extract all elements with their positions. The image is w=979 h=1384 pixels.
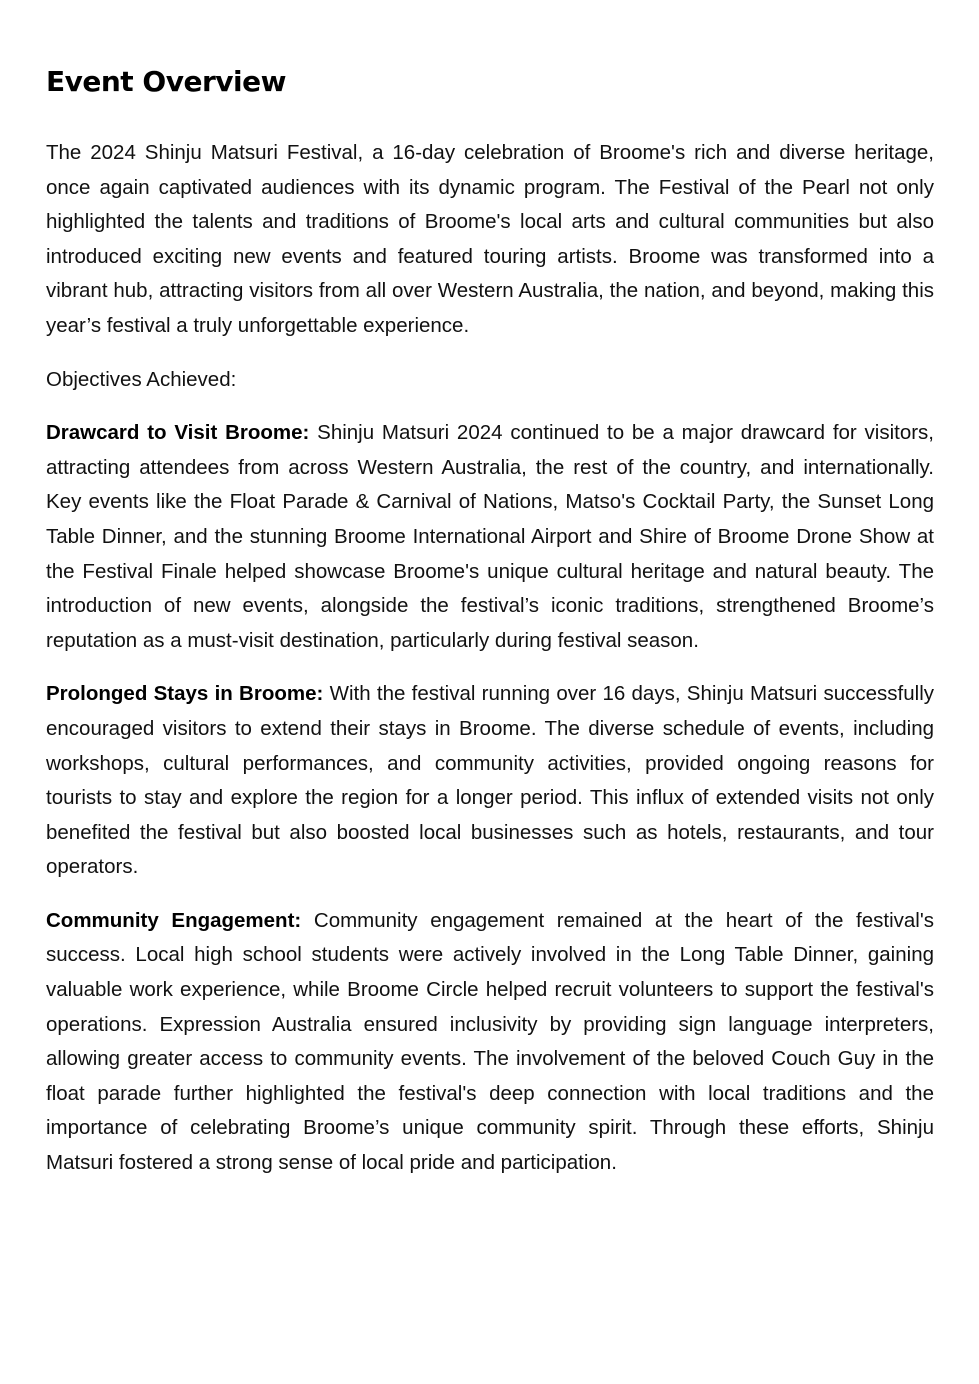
section-drawcard xyxy=(46,416,934,658)
section-body: With the festival running over 16 days, Shinju Matsuri successfully encouraged visitors to extend their stays in Broome. The diverse schedule of events, including workshops, cultural performances, and community activities, provided ongoing reasons for tourists to stay and explore the region for a longer period. This influx of extended visits not only benefited the festival but also boosted local businesses such as hotels, restaurants, and tour operators. xyxy=(46,682,934,879)
section-title: Prolonged Stays in Broome: xyxy=(46,682,324,706)
section-community-engagement xyxy=(46,904,934,1181)
section-body: Shinju Matsuri 2024 continued to be a major drawcard for visitors, attracting attendees from across Western Australia, the rest of the country, and internationally. Key events like the Float Parade & Carnival of Nations, Matso's Cocktail Party, the Sunset Long Table Dinner, and the stunning Broome International Airport and Shire of Broome Drone Show at the Festival Finale helped showcase Broome's unique cultural heritage and natural beauty. The introduction of new events, alongside the festival’s iconic traditions, strengthened Broome’s reputation as a must-visit destination, particularly during festival season. xyxy=(46,421,935,652)
objectives-label: Objectives Achieved: xyxy=(46,367,237,391)
section-title: Community Engagement: xyxy=(46,908,302,932)
intro-paragraph: The 2024 Shinju Matsuri Festival, a 16-day celebration of Broome's rich and diverse heritage, once again captivated audiences with its dynamic program. The Festival of the Pearl not only highlighted the talents and traditions of Broome's local arts and cultural communities but also introduced exciting new events and featured touring artists. Broome was transformed into a vibrant hub, attracting visitors from all over Western Australia, the nation, and beyond, making this year’s festival a truly unforgettable experience. xyxy=(46,141,934,337)
page-title: Event Overview xyxy=(46,65,286,98)
section-title: Drawcard to Visit Broome: xyxy=(46,421,310,445)
document-page xyxy=(46,62,934,1200)
section-prolonged-stays xyxy=(46,677,934,885)
section-body: Community engagement remained at the heart of the festival's success. Local high school students were actively involved in the Long Table Dinner, gaining valuable work experience, while Broome Circle helped recruit volunteers to support the festival's operations. Expression Australia ensured inclusivity by providing sign language interpreters, allowing greater access to community events. The involvement of the beloved Couch Guy in the float parade further highlighted the festival's deep connection with local traditions and the importance of celebrating Broome’s unique community spirit. Through these efforts, Shinju Matsuri fostered a strong sense of local pride and participation. xyxy=(46,908,934,1175)
